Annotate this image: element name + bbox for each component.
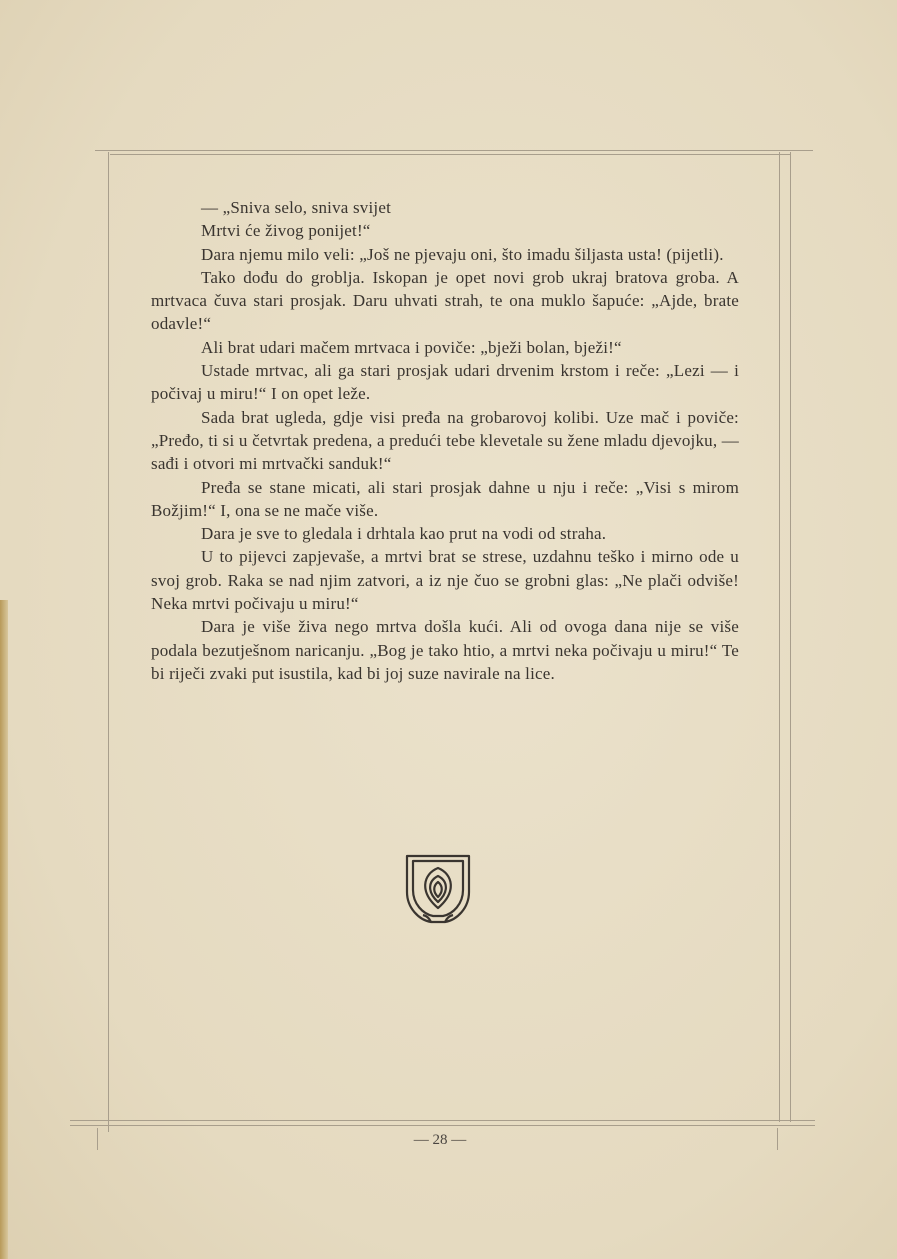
top-frame-rule [95,150,813,151]
bottom-left-tick [97,1128,98,1150]
paragraph: U to pijevci zapjevaše, a mrtvi brat se strese, uzdahnu teško i mirno ode u svoj grob. Raka se nad njim zatvori, a iz nje čuo se grobni glas: „Ne plači odviše! Neka mrtvi počivaju u miru!“ [151,547,739,614]
right-frame-rule [790,152,791,1122]
verse-line-2: Mrtvi će živog ponijet!“ [201,221,371,241]
paragraph: Dara je više živa nego mrtva došla kući. Ali od ovoga dana nije se više podala bezutješnom naricanju. „Bog je tako htio, a mrtvi neka počivaju u miru!“ Te bi riječi zvaki put isustila, kad bi joj suze navirale na lice. [151,617,739,683]
binding-edge [0,600,8,1259]
right-frame-rule-inner [779,152,780,1122]
paragraph: Ustade mrtvac, ali ga stari prosjak udari drvenim krstom i reče: „Lezi — i počivaj u miru!“ I on opet leže. [151,361,739,404]
page-number: — 28 — [413,1132,467,1148]
paragraph: Tako dođu do groblja. Iskopan je opet novi grob ukraj bratova groba. A mrtvaca čuva stari prosjak. Daru uhvati strah, te ona muklo šapuće: „Ajde, brate odavle!“ [151,267,739,334]
bottom-right-tick [777,1128,778,1150]
body-text [151,196,739,685]
top-frame-rule-inner [110,154,790,155]
verse-line-1: — „Sniva selo, sniva svijet [201,198,392,217]
paragraph: Pređa se stane micati, ali stari prosjak dahne u nju i reče: „Visi s mirom Božjim!“ I, ona se ne mače više. [151,477,739,520]
paragraph: Ali brat udari mačem mrtvaca i poviče: „bježi bolan, bježi!“ [201,337,622,357]
bottom-frame-rule-inner [70,1125,815,1126]
paragraph: Dara je sve to gledala i drhtala kao prut na vodi od straha. [201,524,607,544]
paragraph: Sada brat ugleda, gdje visi pređa na grobarovoj kolibi. Uze mač i poviče: „Pređo, ti si u četvrtak predena, a predući tebe klevetale su žene mladu djevojku, — sađi i otvori mi mrtvački sanduk!“ [151,407,739,474]
left-frame-rule [108,152,109,1132]
bottom-frame-rule [70,1120,815,1121]
seed-ornament-icon [403,852,473,926]
paragraph: Dara njemu milo veli: „Još ne pjevaju oni, što imadu šiljasta usta! (pijetli). [201,244,724,264]
